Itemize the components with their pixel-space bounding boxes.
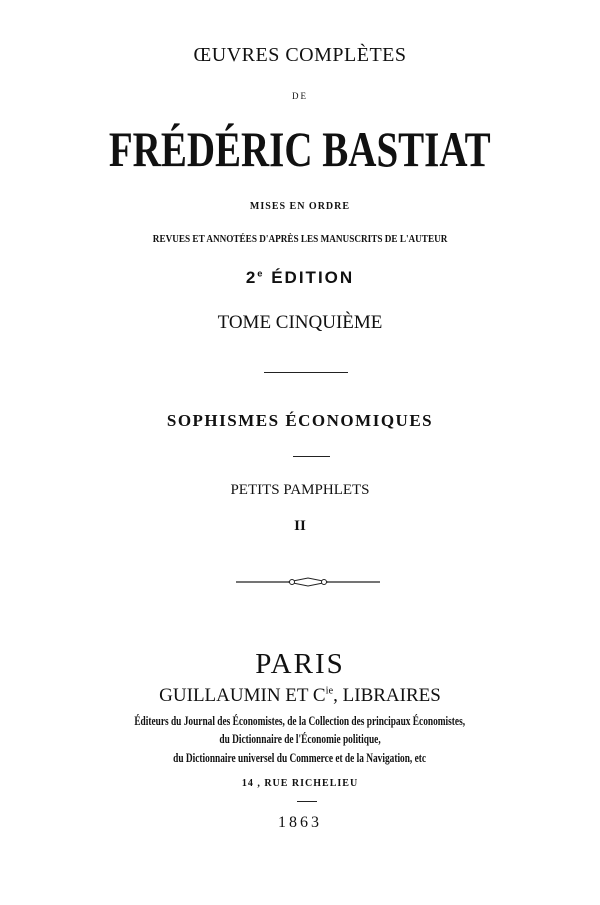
edition	[0, 269, 600, 286]
short-rule	[293, 456, 330, 457]
divider-rule	[264, 372, 348, 373]
edition-number: 2	[245, 268, 258, 287]
de-label: DE	[292, 91, 308, 101]
ornament-rule	[236, 575, 380, 589]
author-name	[0, 121, 600, 177]
author-text: FRÉDÉRIC BASTIAT	[109, 121, 491, 177]
edition-word: ÉDITION	[264, 268, 355, 287]
publisher-name: GUILLAUMIN ET C	[159, 685, 326, 706]
imprint-line-1-text: Éditeurs du Journal des Économistes, de la Collection des principaux Économistes,	[134, 713, 466, 728]
city: PARIS	[255, 648, 345, 680]
address: 14 , RUE RICHELIEU	[241, 778, 359, 789]
address-rule	[297, 801, 317, 802]
revues-text: REVUES ET ANNOTÉES D'APRÈS LES MANUSCRITS DE L'AUTEUR	[152, 234, 448, 245]
imprint-line-2-text: du Dictionnaire de l'Économie politique,	[219, 731, 381, 746]
imprint-line-2	[0, 732, 600, 745]
tome: TOME CINQUIÈME	[217, 312, 383, 333]
revues-line	[0, 235, 600, 245]
edition-sup: e	[257, 268, 265, 279]
collection-text: ŒUVRES COMPLÈTES	[193, 44, 407, 66]
part-number: II	[294, 518, 306, 534]
publisher-sup: ie	[325, 685, 334, 697]
work-title: SOPHISMES ÉCONOMIQUES	[166, 411, 434, 430]
imprint-line-3	[0, 751, 600, 764]
publisher-suffix: , LIBRAIRES	[333, 685, 441, 706]
year: 1863	[278, 814, 322, 831]
mises-en-ordre: MISES EN ORDRE	[249, 201, 351, 212]
publisher	[0, 686, 600, 705]
imprint-line-3-text: du Dictionnaire universel du Commerce et de la Navigation, etc	[173, 750, 427, 765]
imprint-line-1	[0, 714, 600, 727]
work-subtitle: PETITS PAMPHLETS	[230, 482, 370, 498]
collection-title	[0, 45, 600, 65]
